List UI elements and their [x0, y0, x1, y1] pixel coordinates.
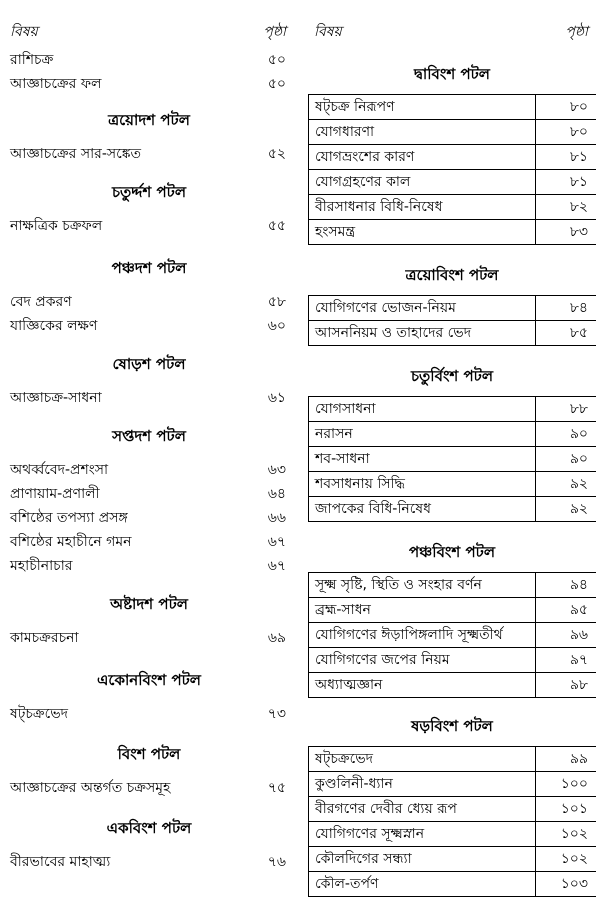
toc-entry — [308, 95, 596, 120]
toc-entry — [4, 626, 294, 650]
entry-title: আসননিয়ম ও তাহাদের ভেদ — [315, 325, 472, 341]
entry-page: ৯৮ — [569, 677, 588, 693]
toc-entry — [308, 598, 596, 623]
section-title: পঞ্চবিংশ পটল — [408, 543, 495, 561]
entry-list — [4, 776, 294, 800]
entry-page: ৭৩ — [267, 706, 286, 722]
toc-entry — [4, 850, 294, 874]
column-header — [308, 0, 596, 40]
toc-section — [308, 64, 596, 245]
toc-entry — [4, 482, 294, 506]
entry-page: ৬৭ — [267, 534, 286, 550]
toc-entry — [4, 506, 294, 530]
entry-title: যোগগ্রহণের কাল — [315, 174, 411, 190]
section-title: ষোড়শ পটল — [112, 355, 186, 373]
column-divider — [535, 573, 536, 698]
column-header — [4, 0, 294, 40]
toc-entry — [308, 623, 596, 648]
toc-entry — [308, 296, 596, 321]
toc-section — [4, 670, 294, 726]
toc-entry — [4, 142, 294, 166]
entry-list — [4, 290, 294, 338]
section-title: ত্রয়োদশ পটল — [108, 111, 190, 129]
entry-title: ষট্‌চক্রভেদ — [10, 706, 69, 722]
entry-title: বশিষ্ঠের মহাচীনে গমন — [10, 534, 132, 550]
toc-entry — [308, 822, 596, 847]
entry-title: শব-সাধনা — [315, 451, 370, 467]
toc-entry — [308, 673, 596, 698]
toc-entry — [308, 397, 596, 422]
entry-title: যোগিগণের ভোজন-নিয়ম — [315, 300, 456, 316]
right-column — [308, 0, 596, 897]
entry-title: যাজ্ঞিকের লক্ষণ — [10, 318, 98, 334]
toc-section — [308, 716, 596, 897]
entry-list — [308, 572, 596, 698]
entry-title: যোগভ্রংশের কারণ — [315, 149, 415, 165]
entry-page: ৮০ — [569, 99, 588, 115]
entry-title: জাপকের বিধি-নিষেধ — [315, 501, 431, 517]
toc-entry — [308, 321, 596, 346]
entry-page: ১০২ — [560, 826, 588, 842]
column-divider — [535, 95, 536, 245]
toc-entry — [4, 458, 294, 482]
entry-title: বীরগণের দেবীর ধ্যেয় রূপ — [315, 801, 457, 817]
toc-entry — [4, 530, 294, 554]
entry-page: ৯৫ — [569, 602, 588, 618]
entry-title: মহাচীনাচার — [10, 558, 73, 574]
toc-entry — [308, 772, 596, 797]
toc-entry — [4, 214, 294, 238]
toc-section — [308, 366, 596, 522]
toc-section — [4, 110, 294, 166]
entry-page: ৮২ — [569, 199, 588, 215]
toc-entry — [308, 648, 596, 673]
toc-entry — [308, 120, 596, 145]
subject-header: বিষয় — [10, 24, 38, 40]
column-divider — [535, 397, 536, 522]
entry-title: অথর্ব্ববেদ-প্রশংসা — [10, 462, 109, 478]
entry-title: প্রাণায়াম-প্রণালী — [10, 486, 100, 502]
entry-list — [308, 295, 596, 346]
entry-title: শবসাধনায় সিদ্ধি — [315, 476, 405, 492]
toc-section — [4, 354, 294, 410]
entry-page: ৯০ — [569, 426, 588, 442]
toc-entry — [4, 72, 294, 96]
section-title: ত্রয়োবিংশ পটল — [405, 266, 499, 284]
entry-page: ৭৫ — [267, 780, 286, 796]
entry-page: ৬৬ — [267, 510, 286, 526]
entry-page: ৯০ — [569, 451, 588, 467]
entry-title: বীরভাবের মাহাত্ম্য — [10, 854, 111, 870]
toc-section — [4, 818, 294, 874]
entry-title: আজ্ঞাচক্র-সাধনা — [10, 390, 102, 406]
entry-page: ৯৪ — [569, 577, 588, 593]
entry-page: ৫৮ — [267, 294, 286, 310]
toc-entry — [308, 573, 596, 598]
toc-entry — [308, 472, 596, 497]
entry-list — [308, 746, 596, 897]
entry-page: ৯২ — [569, 476, 588, 492]
entry-page: ৫২ — [267, 146, 286, 162]
entry-title: যোগিগণের জপের নিয়ম — [315, 652, 450, 668]
entry-title: কুণ্ডলিনী-ধ্যান — [315, 776, 393, 792]
entry-page: ১০১ — [560, 801, 588, 817]
toc-entry — [308, 797, 596, 822]
entry-page: ৯৭ — [569, 652, 588, 668]
entry-title: আজ্ঞাচক্রের অন্তর্গত চক্রসমূহ — [10, 780, 171, 796]
entry-title: যোগিগণের সূক্ষ্মস্নান — [315, 826, 425, 842]
subject-header: বিষয় — [314, 24, 342, 40]
toc-entry — [308, 447, 596, 472]
entry-list — [4, 386, 294, 410]
entry-list — [308, 94, 596, 245]
entry-page: ৬১ — [267, 390, 286, 406]
toc-entry — [308, 195, 596, 220]
entry-page: ৯৬ — [569, 627, 588, 643]
entry-page: ৯৯ — [569, 751, 588, 767]
entry-page: ৮০ — [569, 124, 588, 140]
entry-title: ষট্‌চক্রভেদ — [315, 751, 374, 767]
entry-list — [308, 396, 596, 522]
toc-section — [4, 744, 294, 800]
entry-page: ৬০ — [267, 318, 286, 334]
entry-list — [4, 214, 294, 238]
entry-title: সূক্ষ্ম সৃষ্টি, স্থিতি ও সংহার বর্ণন — [315, 577, 482, 593]
entry-list — [4, 142, 294, 166]
entry-list — [4, 48, 294, 96]
entry-title: বীরসাধনার বিধি-নিষেধ — [315, 199, 443, 215]
toc-section — [4, 258, 294, 338]
entry-page: ৯২ — [569, 501, 588, 517]
toc-section — [4, 594, 294, 650]
column-divider — [535, 296, 536, 346]
entry-page: ১০৩ — [560, 876, 588, 892]
entry-list — [4, 850, 294, 874]
entry-title: যোগিগণের ঈড়াপিঙ্গলাদি সূক্ষ্মতীর্থ — [315, 627, 503, 643]
column-divider — [535, 747, 536, 897]
toc-entry — [4, 776, 294, 800]
entry-page: ১০০ — [560, 776, 588, 792]
entry-page: ৭৬ — [267, 854, 286, 870]
toc-entry — [4, 290, 294, 314]
entry-title: আজ্ঞাচক্রের সার-সঙ্কেত — [10, 146, 142, 162]
entry-title: অধ্যাত্মজ্ঞান — [315, 677, 383, 693]
toc-entry — [308, 847, 596, 872]
entry-title: আজ্ঞাচক্রের ফল — [10, 76, 102, 92]
entry-title: নাক্ষত্রিক চক্রফল — [10, 218, 103, 234]
toc-entry — [308, 220, 596, 245]
entry-list — [4, 702, 294, 726]
section-title: সপ্তদশ পটল — [112, 427, 186, 445]
entry-title: নরাসন — [315, 426, 353, 442]
entry-page: ৮১ — [569, 149, 588, 165]
entry-title: কৌলদিগের সন্ধ্যা — [315, 851, 412, 867]
section-title: চতুর্দ্দশ পটল — [111, 183, 187, 201]
toc-entry — [4, 386, 294, 410]
entry-page: ১০২ — [560, 851, 588, 867]
toc-entry — [4, 48, 294, 72]
entry-title: যোগধারণা — [315, 124, 375, 140]
toc-section — [308, 265, 596, 346]
entry-page: ৮৪ — [569, 300, 588, 316]
entry-page: ৫৫ — [267, 218, 286, 234]
entry-title: ষট্‌চক্র নিরূপণ — [315, 99, 395, 115]
section-title: ষড়বিংশ পটল — [411, 717, 493, 735]
section-title: চতুর্বিংশ পটল — [410, 367, 494, 385]
toc-entry — [308, 422, 596, 447]
entry-page: ৬৯ — [267, 630, 286, 646]
entry-title: হংসমন্ত্র — [315, 224, 356, 240]
entry-list — [4, 458, 294, 578]
toc-section — [4, 182, 294, 238]
entry-list — [4, 626, 294, 650]
section-title: একবিংশ পটল — [106, 819, 192, 837]
entry-page: ৫০ — [267, 52, 286, 68]
left-column — [4, 0, 294, 874]
section-title: একোনবিংশ পটল — [97, 671, 201, 689]
page-header: পৃষ্ঠা — [565, 24, 588, 40]
toc-section — [308, 542, 596, 698]
entry-title: যোগসাধনা — [315, 401, 376, 417]
section-title: অষ্টাদশ পটল — [110, 595, 188, 613]
entry-title: রাশিচক্র — [10, 52, 54, 68]
entry-page: ৫০ — [267, 76, 286, 92]
toc-entry — [308, 497, 596, 522]
entry-title: বেদ প্রকরণ — [10, 294, 72, 310]
toc-entry — [4, 554, 294, 578]
entry-page: ৬৪ — [267, 486, 286, 502]
toc-entry — [308, 145, 596, 170]
section-title: বিংশ পটল — [117, 745, 181, 763]
toc-section — [4, 426, 294, 578]
entry-page: ৮৩ — [569, 224, 588, 240]
entry-title: কৌল-তর্পণ — [315, 876, 379, 892]
toc-section — [4, 48, 294, 96]
section-title: পঞ্চদশ পটল — [111, 259, 187, 277]
entry-title: ব্রহ্ম-সাধন — [315, 602, 371, 618]
entry-page: ৮৮ — [569, 401, 588, 417]
entry-page: ৮১ — [569, 174, 588, 190]
section-title: দ্বাবিংশ পটল — [414, 65, 490, 83]
toc-entry — [308, 872, 596, 897]
toc-entry — [4, 314, 294, 338]
entry-title: বশিষ্ঠের তপস্যা প্রসঙ্গ — [10, 510, 128, 526]
toc-entry — [4, 702, 294, 726]
toc-entry — [308, 747, 596, 772]
toc-entry — [308, 170, 596, 195]
entry-title: কামচক্ররচনা — [10, 630, 79, 646]
entry-page: ৬৩ — [267, 462, 286, 478]
entry-page: ৬৭ — [267, 558, 286, 574]
page-header: পৃষ্ঠা — [263, 24, 286, 40]
entry-page: ৮৫ — [569, 325, 588, 341]
